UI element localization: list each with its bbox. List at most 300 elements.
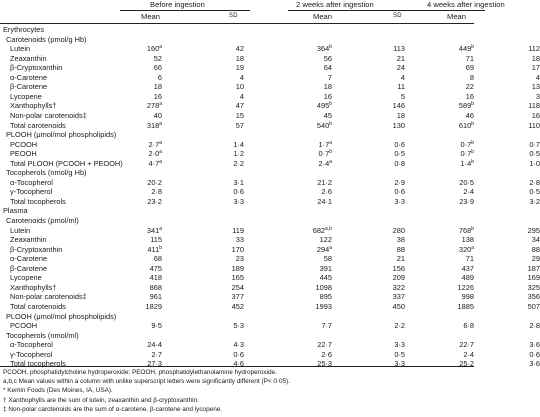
cell-value: 16	[153, 91, 162, 101]
cell-value: 29	[531, 254, 540, 264]
row-label: Non-polar carotenoids‡	[10, 110, 87, 120]
cell-mean	[288, 302, 332, 311]
cell-value: 130	[392, 120, 405, 130]
cell-sd	[361, 254, 405, 263]
row-label: Xanthophylls†	[10, 282, 57, 292]
superscript-letter: b	[329, 149, 332, 156]
cell-value: 254	[231, 282, 244, 292]
cell-sd	[361, 273, 405, 282]
cell-value: 6·8	[463, 321, 474, 331]
row-label: β-Carotene	[10, 82, 48, 92]
superscript-letter: b	[471, 101, 474, 108]
table-row	[0, 168, 474, 177]
cell-mean	[118, 264, 162, 273]
row-label: Non-polar carotenoids‡	[10, 292, 87, 302]
cell-value: 189	[231, 263, 244, 273]
cell-value: 391	[319, 263, 332, 273]
cell-mean	[430, 254, 474, 263]
cell-value: 2·8	[151, 187, 162, 197]
row-label: Total carotenoids	[10, 120, 66, 130]
cell-value: 13	[531, 82, 540, 92]
cell-value: 4	[400, 72, 405, 82]
cell-mean	[430, 54, 474, 63]
cell-value: 1·2	[233, 149, 244, 159]
cell-sd	[200, 111, 244, 120]
header-mean-4-weeks: Mean	[447, 12, 466, 21]
header-mean-before: Mean	[141, 12, 160, 21]
row-label: Zeaxanthin	[10, 235, 47, 245]
cell-sd	[361, 63, 405, 72]
cell-value: 6	[157, 72, 162, 82]
cell-value: 40	[153, 110, 162, 120]
cell-value: 280	[392, 225, 405, 235]
cell-value: 3·3	[233, 196, 244, 206]
cell-value: 21	[396, 254, 405, 264]
cell-value: 18	[531, 53, 540, 63]
cell-value: 169	[527, 273, 540, 283]
cell-mean	[430, 73, 474, 82]
cell-mean	[118, 82, 162, 91]
cell-value: 16	[531, 110, 540, 120]
cell-sd	[361, 121, 405, 130]
row-label: Lycopene	[10, 273, 42, 283]
cell-value: 1·4	[460, 158, 472, 168]
cell-value: 21	[396, 53, 405, 63]
cell-mean	[288, 283, 332, 292]
cell-mean	[288, 178, 332, 187]
cell-sd	[200, 283, 244, 292]
cell-value: 23·2	[147, 196, 162, 206]
cell-sd	[200, 350, 244, 359]
cell-sd	[200, 44, 244, 53]
cell-value: 445	[319, 273, 332, 283]
cell-value: 20·5	[459, 177, 474, 187]
cell-value: 45	[323, 110, 332, 120]
row-label: α-Tocopherol	[10, 340, 53, 350]
row-label: α-Carotene	[10, 72, 48, 82]
header-before-ingestion: Before ingestion	[150, 0, 205, 9]
cell-sd	[200, 292, 244, 301]
cell-value: 88	[531, 244, 540, 254]
cell-value: 341	[146, 225, 160, 235]
cell-sd	[496, 82, 540, 91]
cell-mean	[430, 350, 474, 359]
cell-value: 71	[465, 53, 474, 63]
cell-mean	[288, 197, 332, 206]
cell-mean	[430, 235, 474, 244]
cell-mean	[288, 92, 332, 101]
cell-mean	[430, 340, 474, 349]
cell-value: 22	[465, 82, 474, 92]
cell-value: 489	[461, 273, 474, 283]
cell-mean	[118, 187, 162, 196]
cell-value: 1·0	[529, 158, 540, 168]
cell-sd	[496, 235, 540, 244]
cell-mean	[118, 273, 162, 282]
cell-sd	[496, 359, 540, 368]
cell-sd	[361, 292, 405, 301]
cell-value: 71	[465, 254, 474, 264]
cell-value: 68	[153, 254, 162, 264]
row-label: Lycopene	[10, 91, 42, 101]
cell-value: 3	[535, 91, 540, 101]
cell-value: 1·4	[233, 139, 244, 149]
cell-sd	[361, 302, 405, 311]
cell-value: 495	[316, 101, 330, 111]
cell-sd	[361, 226, 405, 235]
superscript-letter: a	[159, 149, 162, 156]
group-rule-2-weeks	[288, 10, 428, 11]
cell-sd	[200, 302, 244, 311]
cell-value: 868	[149, 282, 162, 292]
cell-mean	[430, 178, 474, 187]
table-row	[0, 321, 540, 331]
cell-value: 2·8	[529, 321, 540, 331]
cell-sd	[496, 63, 540, 72]
table-row	[0, 177, 540, 187]
row-label: Carotenoids (pmol/g Hb)	[6, 34, 87, 44]
cell-sd	[200, 187, 244, 196]
cell-value: 3·3	[394, 340, 405, 350]
cell-value: 411	[147, 244, 160, 254]
cell-value: 437	[461, 263, 474, 273]
cell-value: 33	[235, 235, 244, 245]
cell-sd	[200, 82, 244, 91]
cell-value: 452	[231, 301, 244, 311]
cell-mean	[430, 273, 474, 282]
cell-value: 2·7	[148, 139, 160, 149]
cell-value: 113	[393, 44, 405, 54]
table-row	[0, 35, 474, 44]
cell-value: 9·5	[151, 321, 162, 331]
cell-value: 2·2	[394, 321, 405, 331]
cell-value: 25·3	[317, 359, 332, 369]
row-label: Total tocopherols	[10, 359, 66, 369]
table-row	[0, 149, 540, 159]
cell-value: 2·7	[151, 349, 162, 359]
cell-value: 112	[528, 44, 540, 54]
table-row	[0, 254, 540, 264]
cell-sd	[200, 73, 244, 82]
cell-sd	[361, 245, 405, 254]
cell-sd	[361, 111, 405, 120]
table-row	[0, 331, 474, 340]
cell-mean	[118, 111, 162, 120]
cell-sd	[200, 159, 244, 168]
cell-value: 156	[392, 263, 405, 273]
cell-sd	[496, 149, 540, 158]
cell-sd	[361, 235, 405, 244]
cell-sd	[361, 44, 405, 53]
cell-sd	[200, 92, 244, 101]
cell-value: 895	[319, 292, 332, 302]
table-row	[0, 273, 540, 283]
cell-value: 3·6	[529, 359, 540, 369]
superscript-letter: b	[471, 120, 474, 127]
cell-value: 377	[231, 292, 244, 302]
cell-mean	[430, 111, 474, 120]
cell-value: 0·6	[529, 349, 540, 359]
cell-mean	[118, 292, 162, 301]
cell-mean	[118, 350, 162, 359]
cell-value: 294	[316, 244, 330, 254]
table-row	[0, 216, 474, 225]
table-row	[0, 312, 474, 321]
cell-value: 22·7	[317, 340, 332, 350]
cell-value: 24	[396, 63, 405, 73]
header-sd-2-weeks: SD	[393, 13, 402, 19]
cell-value: 3·6	[529, 340, 540, 350]
cell-value: 540	[316, 120, 330, 130]
cell-value: 961	[149, 292, 162, 302]
cell-sd	[496, 226, 540, 235]
superscript-letter: a	[329, 244, 332, 251]
cell-value: 1993	[315, 301, 332, 311]
cell-mean	[430, 187, 474, 196]
cell-sd	[361, 197, 405, 206]
cell-value: 34	[531, 235, 540, 245]
cell-mean	[118, 321, 162, 330]
cell-sd	[361, 73, 405, 82]
cell-sd	[200, 226, 244, 235]
cell-sd	[200, 121, 244, 130]
cell-sd	[361, 54, 405, 63]
cell-value: 2·6	[321, 187, 332, 197]
cell-value: 170	[231, 244, 244, 254]
cell-mean	[118, 254, 162, 263]
cell-value: 7	[327, 72, 332, 82]
cell-value: 8	[469, 72, 474, 82]
row-label: α-Carotene	[10, 254, 48, 264]
superscript-letter: a	[159, 158, 162, 165]
cell-value: 610	[458, 120, 472, 130]
cell-sd	[200, 235, 244, 244]
cell-mean	[118, 54, 162, 63]
cell-value: 146	[392, 101, 405, 111]
row-label: PLOOH (μmol/mol phospholipids)	[6, 130, 117, 140]
cell-value: 18	[235, 53, 244, 63]
cell-sd	[200, 321, 244, 330]
cell-value: 119	[232, 225, 244, 235]
cell-sd	[200, 245, 244, 254]
cell-value: 4·3	[233, 340, 244, 350]
table-row	[0, 235, 540, 245]
cell-value: 24·4	[147, 340, 162, 350]
cell-value: 118	[528, 101, 540, 111]
cell-value: 0·6	[394, 139, 405, 149]
cell-sd	[496, 73, 540, 82]
cell-mean	[288, 111, 332, 120]
cell-sd	[496, 273, 540, 282]
header-mean-2-weeks: Mean	[313, 12, 332, 21]
cell-value: 4	[239, 72, 244, 82]
cell-value: 1·7	[318, 139, 330, 149]
cell-sd	[361, 159, 405, 168]
cell-sd	[200, 63, 244, 72]
group-rule-4-weeks	[425, 10, 485, 11]
cell-value: 0·7	[318, 149, 330, 159]
cell-mean	[118, 73, 162, 82]
cell-value: 10	[235, 82, 244, 92]
cell-mean	[118, 92, 162, 101]
cell-value: 337	[392, 292, 405, 302]
superscript-letter: a	[329, 158, 332, 165]
table-row	[0, 82, 540, 92]
header-rule	[0, 23, 474, 24]
cell-mean	[288, 264, 332, 273]
row-label: β-Cryptoxanthin	[10, 63, 63, 73]
cell-sd	[361, 178, 405, 187]
cell-mean	[288, 235, 332, 244]
cell-value: 15	[235, 110, 244, 120]
cell-mean	[118, 340, 162, 349]
cell-value: 1226	[457, 282, 474, 292]
cell-value: 2·8	[529, 177, 540, 187]
row-label: Carotenoids (pmol/ml)	[6, 216, 79, 225]
cell-sd	[496, 187, 540, 196]
cell-sd	[200, 54, 244, 63]
superscript-letter: a	[159, 139, 162, 146]
table-row	[0, 196, 540, 206]
cell-value: 4	[535, 72, 540, 82]
cell-mean	[288, 254, 332, 263]
table-row	[0, 225, 540, 235]
row-label: Erythrocytes	[3, 25, 45, 34]
table-row	[0, 91, 540, 101]
cell-sd	[496, 340, 540, 349]
cell-mean	[118, 235, 162, 244]
cell-value: 187	[527, 263, 540, 273]
cell-value: 0·6	[233, 349, 244, 359]
superscript-letter: a	[159, 120, 162, 127]
cell-mean	[430, 63, 474, 72]
cell-value: 69	[465, 63, 474, 73]
cell-value: 0·6	[394, 187, 405, 197]
cell-value: 18	[396, 110, 405, 120]
row-label: Lutein	[10, 225, 31, 235]
cell-sd	[496, 178, 540, 187]
superscript-letter: a	[329, 139, 332, 146]
table-row	[0, 120, 540, 130]
row-label: Total carotenoids	[10, 301, 66, 311]
cell-sd	[496, 302, 540, 311]
table-row	[0, 158, 540, 168]
cell-sd	[200, 264, 244, 273]
table-row	[0, 110, 540, 120]
cell-value: 1098	[315, 282, 332, 292]
cell-mean	[288, 187, 332, 196]
cell-mean	[288, 350, 332, 359]
superscript-letter: b	[471, 139, 474, 146]
cell-value: 0·8	[394, 158, 405, 168]
cell-mean	[288, 321, 332, 330]
row-label: Total tocopherols	[10, 196, 66, 206]
cell-value: 42	[235, 44, 244, 54]
cell-value: 507	[527, 301, 540, 311]
cell-value: 64	[323, 63, 332, 73]
cell-value: 115	[150, 235, 162, 245]
cell-value: 325	[527, 282, 540, 292]
cell-value: 24·1	[317, 196, 332, 206]
cell-value: 0·7	[460, 139, 472, 149]
cell-sd	[496, 54, 540, 63]
cell-sd	[361, 92, 405, 101]
cell-mean	[288, 273, 332, 282]
superscript-letter: b	[329, 120, 332, 127]
cell-sd	[361, 187, 405, 196]
superscript-letter: a	[159, 225, 162, 232]
cell-sd	[496, 92, 540, 101]
cell-value: 18	[323, 82, 332, 92]
row-label: Xanthophylls†	[10, 101, 57, 111]
cell-value: 38	[396, 235, 405, 245]
cell-value: 589	[458, 101, 472, 111]
cell-value: 27·3	[147, 359, 162, 369]
row-label: γ-Tocopherol	[10, 187, 53, 197]
row-label: PEOOH	[10, 149, 37, 159]
row-label: Lutein	[10, 44, 31, 54]
cell-value: 682	[312, 225, 326, 235]
cell-value: 998	[461, 292, 474, 302]
superscript-letter: b	[471, 158, 474, 165]
cell-value: 1885	[457, 301, 474, 311]
cell-mean	[288, 73, 332, 82]
cell-value: 3·1	[233, 177, 244, 187]
cell-mean	[430, 82, 474, 91]
cell-value: 5	[400, 91, 405, 101]
row-label: PCOOH	[10, 139, 38, 149]
cell-value: 122	[319, 235, 332, 245]
cell-mean	[288, 82, 332, 91]
cell-mean	[288, 292, 332, 301]
cell-mean	[288, 340, 332, 349]
row-label: Tocopherols (nmol/ml)	[6, 330, 79, 340]
table-row	[0, 130, 474, 139]
row-label: PLOOH (μmol/mol phospholipids)	[6, 311, 117, 321]
cell-sd	[361, 350, 405, 359]
superscript-letter: a	[471, 244, 474, 251]
superscript-letter: b	[329, 101, 332, 108]
cell-value: 58	[323, 254, 332, 264]
superscript-letter: b	[159, 244, 162, 251]
cell-mean	[430, 302, 474, 311]
superscript-letter: b	[471, 225, 474, 232]
superscript-letter: b	[329, 44, 332, 51]
footnote: ‡ Non-polar carotenoids are the sum of α-carotene, β-carotene and lycopene.	[3, 405, 223, 413]
cell-value: 4·7	[148, 158, 160, 168]
table-row	[0, 53, 540, 63]
cell-value: 21·2	[317, 177, 332, 187]
cell-sd	[361, 82, 405, 91]
cell-value: 23	[235, 254, 244, 264]
cell-value: 52	[153, 53, 162, 63]
table-row	[0, 139, 540, 149]
cell-value: 66	[153, 63, 162, 73]
superscript-letter: b	[471, 44, 474, 51]
cell-mean	[288, 54, 332, 63]
cell-value: 16	[465, 91, 474, 101]
cell-value: 2·2	[233, 158, 244, 168]
cell-mean	[118, 63, 162, 72]
cell-sd	[496, 111, 540, 120]
group-rule-before	[120, 10, 250, 11]
cell-sd	[496, 292, 540, 301]
row-label: PCOOH	[10, 321, 38, 331]
cell-value: 1829	[145, 301, 162, 311]
cell-value: 3·3	[394, 359, 405, 369]
superscript-letter: a	[159, 101, 162, 108]
row-label: Plasma	[3, 206, 28, 216]
